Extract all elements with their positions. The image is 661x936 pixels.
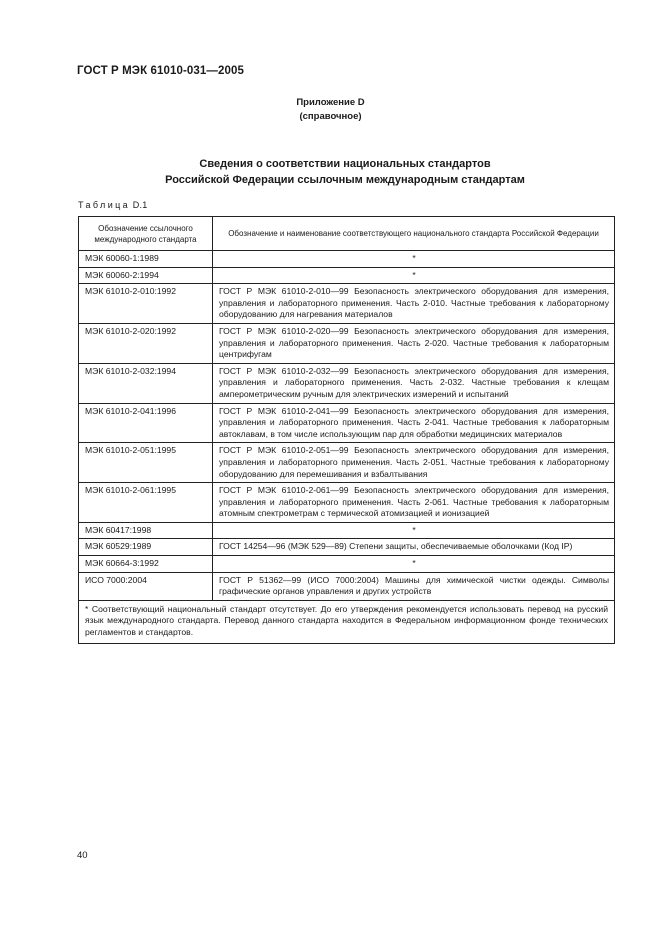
international-standard-cell: МЭК 61010-2-020:1992: [79, 323, 213, 363]
table-row: [79, 323, 615, 363]
international-standard-cell: МЭК 61010-2-032:1994: [79, 363, 213, 403]
section-title-line-1: Сведения о соответствии национальных стандартов: [199, 158, 491, 170]
table-row: [79, 403, 615, 443]
national-standard-cell: *: [213, 556, 615, 573]
national-standard-cell: ГОСТ Р МЭК 61010-2-051—99 Безопасность электрического оборудования для измерения, управления и лабораторного применения. Часть 2-051. Частные требования к лабораторному оборудованию для перемешивания и взбалтывания: [213, 443, 615, 483]
table-row: [79, 539, 615, 556]
table-caption-word: Таблица: [78, 200, 131, 210]
table-row: [79, 251, 615, 268]
international-standard-cell: МЭК 61010-2-051:1995: [79, 443, 213, 483]
national-standard-cell: ГОСТ 14254—96 (МЭК 529—89) Степени защиты, обеспечиваемые оболочками (Код IP): [213, 539, 615, 556]
standards-correspondence-table: [78, 216, 615, 644]
national-standard-cell: ГОСТ Р МЭК 61010-2-041—99 Безопасность электрического оборудования для измерения, управления и лабораторного применения. Часть 2-041. Частные требования к лабораторным автоклавам, в том числе использующим пар для обработки медицинских материалов: [213, 403, 615, 443]
table-row: [79, 522, 615, 539]
annex-note: (справочное): [299, 111, 362, 122]
international-standard-cell: МЭК 61010-2-041:1996: [79, 403, 213, 443]
table-footnote: * Соответствующий национальный стандарт отсутствует. До его утверждения рекомендуется использовать перевод на русский язык международного стандарта. Перевод данного стандарта находится в Федеральном информационном фонде технических регламентов и стандартов.: [79, 600, 615, 643]
column-header-international: Обозначение ссылочного международного стандарта: [79, 217, 213, 251]
page-number: 40: [77, 850, 88, 861]
table-row: [79, 363, 615, 403]
international-standard-cell: ИСО 7000:2004: [79, 572, 213, 600]
international-standard-cell: МЭК 60529:1989: [79, 539, 213, 556]
national-standard-cell: ГОСТ Р МЭК 61010-2-032—99 Безопасность электрического оборудования для измерения, управления и лабораторного применения. Часть 2-032. Частные требования к клещам амперометрическим ручным для электрических измерений и испытаний: [213, 363, 615, 403]
table-header-row: [79, 217, 615, 251]
table-row: [79, 284, 615, 324]
table-row: [79, 556, 615, 573]
table-caption: [78, 200, 147, 210]
table-row: [79, 483, 615, 523]
table-row: [79, 443, 615, 483]
international-standard-cell: МЭК 61010-2-061:1995: [79, 483, 213, 523]
section-title-line-2: Российской Федерации ссылочным международным стандартам: [165, 174, 525, 186]
national-standard-cell: ГОСТ Р МЭК 61010-2-061—99 Безопасность электрического оборудования для измерения, управления и лабораторного применения. Часть 2-061. Частные требования к лабораторным атомным спектрометрам с термической атомизацией и ионизацией: [213, 483, 615, 523]
table-caption-number: D.1: [132, 200, 148, 210]
national-standard-cell: ГОСТ Р МЭК 61010-2-020—99 Безопасность электрического оборудования для измерения, управления и лабораторного применения. Часть 2-020. Частные требования к лабораторным центрифугам: [213, 323, 615, 363]
document-code-header: ГОСТ Р МЭК 61010-031—2005: [77, 65, 244, 77]
international-standard-cell: МЭК 61010-2-010:1992: [79, 284, 213, 324]
table-footnote-row: [79, 600, 615, 643]
annex-title: Приложение D: [296, 97, 365, 108]
table-row: [79, 267, 615, 284]
section-title: [0, 156, 661, 188]
national-standard-cell: *: [213, 267, 615, 284]
annex-heading: [0, 96, 661, 124]
international-standard-cell: МЭК 60664-3:1992: [79, 556, 213, 573]
national-standard-cell: ГОСТ Р 51362—99 (ИСО 7000:2004) Машины для химической чистки одежды. Символы графические органов управления и других устройств: [213, 572, 615, 600]
international-standard-cell: МЭК 60060-1:1989: [79, 251, 213, 268]
table-row: [79, 572, 615, 600]
national-standard-cell: ГОСТ Р МЭК 61010-2-010—99 Безопасность электрического оборудования для измерения, управления и лабораторного применения. Часть 2-010. Частные требования к лабораторному оборудованию для нагревания материалов: [213, 284, 615, 324]
national-standard-cell: *: [213, 251, 615, 268]
national-standard-cell: *: [213, 522, 615, 539]
column-header-national: Обозначение и наименование соответствующего национального стандарта Российской Федерации: [213, 217, 615, 251]
international-standard-cell: МЭК 60417:1998: [79, 522, 213, 539]
international-standard-cell: МЭК 60060-2:1994: [79, 267, 213, 284]
